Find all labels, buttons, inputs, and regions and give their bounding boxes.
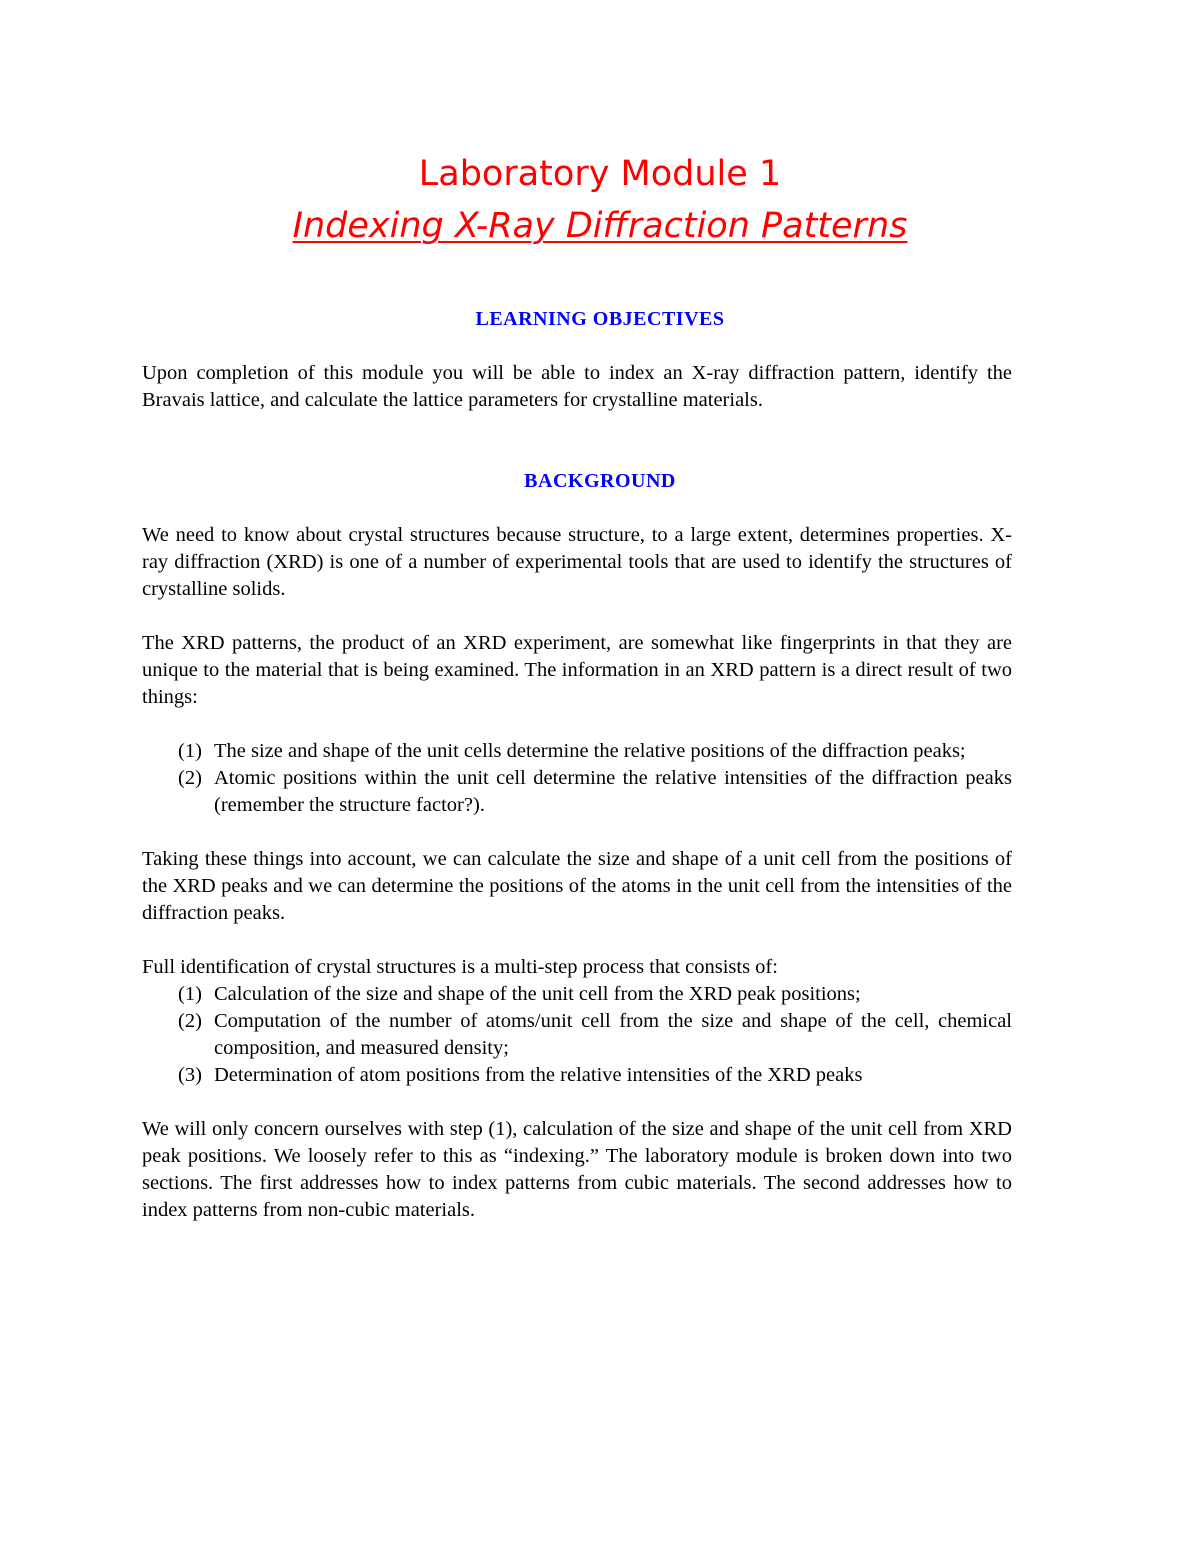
list-item-text: The size and shape of the unit cells determine the relative positions of the diffraction peaks; [214,740,966,762]
module-subtitle: Indexing X-Ray Diffraction Patterns [292,206,908,246]
list-item-number: (2) [178,1010,202,1032]
background-paragraph-1: We need to know about crystal structures because structure, to a large extent, determines properties. X-ray diffraction (XRD) is one of a number of experimental tools that are used to identify the structures of crystalline solids. [142,524,1012,600]
list-item [142,1062,1012,1089]
learning-objectives-heading: LEARNING OBJECTIVES [475,308,725,330]
title-block [0,150,1200,250]
learning-objectives-text: Upon completion of this module you will be able to index an X-ray diffraction pattern, identify the Bravais lattice, and calculate the lattice parameters for crystalline materials. [142,362,1012,411]
list-item-number: (1) [178,740,202,762]
module-title: Laboratory Module 1 [418,154,782,194]
identification-steps-list [142,981,1012,1089]
background-heading: BACKGROUND [524,470,676,492]
background-paragraph-2: The XRD patterns, the product of an XRD experiment, are somewhat like fingerprints in that they are unique to the material that is being examined. The information in an XRD pattern is a direct result of two things: [142,632,1012,708]
list-item-text: Atomic positions within the unit cell determine the relative intensities of the diffraction peaks (remember the structure factor?). [214,767,1012,816]
list-item-text: Calculation of the size and shape of the unit cell from the XRD peak positions; [214,983,861,1005]
learning-objectives-section [142,360,1012,414]
list-item [142,1008,1012,1062]
list-item-number: (1) [178,983,202,1005]
xrd-info-list [142,738,1012,819]
background-paragraph-4: Full identification of crystal structures is a multi-step process that consists of: [142,956,778,978]
list-item [142,738,1012,765]
background-section [142,522,1012,1224]
background-paragraph-5: We will only concern ourselves with step (1), calculation of the size and shape of the unit cell from XRD peak positions. We loosely refer to this as “indexing.” The laboratory module is broken down into two sections. The first addresses how to index patterns from cubic materials. The second addresses how to index patterns from non-cubic materials. [142,1118,1012,1221]
list-item [142,981,1012,1008]
list-item-number: (2) [178,767,202,789]
list-item-text: Computation of the number of atoms/unit cell from the size and shape of the cell, chemical composition, and measured density; [214,1010,1012,1059]
list-item-number: (3) [178,1064,202,1086]
list-item [142,765,1012,819]
list-item-text: Determination of atom positions from the relative intensities of the XRD peaks [214,1064,863,1086]
background-paragraph-3: Taking these things into account, we can calculate the size and shape of a unit cell from the positions of the XRD peaks and we can determine the positions of the atoms in the unit cell from the intensities of the diffraction peaks. [142,848,1012,924]
